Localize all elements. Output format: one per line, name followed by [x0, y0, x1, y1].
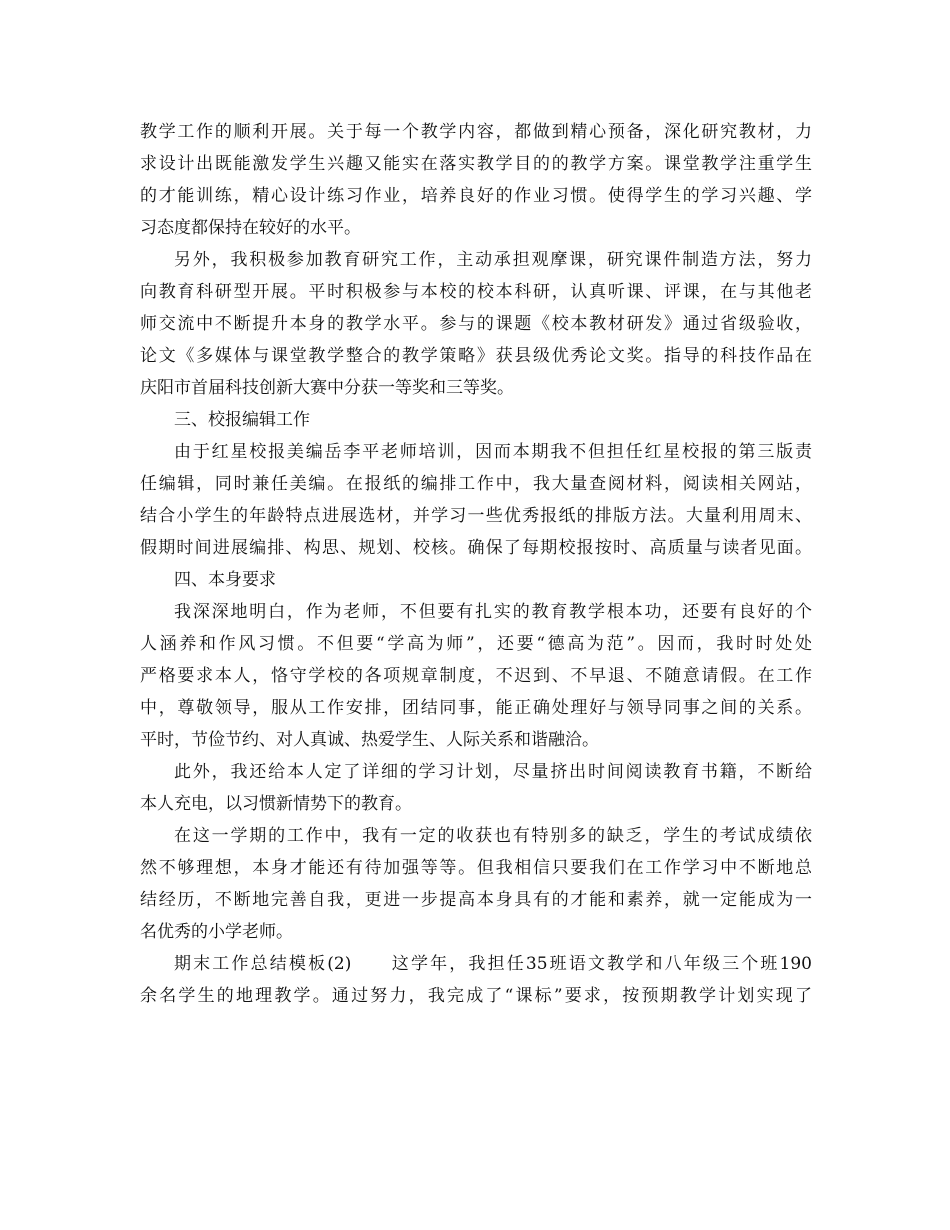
text-line: 由于红星校报美编岳李平老师培训，因而本期我不但担任红星校报的第三版责	[174, 442, 812, 462]
text-line: 论文《多媒体与课堂教学整合的教学策略》获县级优秀论文奖。指导的科技作品在	[140, 346, 812, 366]
text-line: 然不够理想，本身才能还有待加强等等。但我相信只要我们在工作学习中不断地总	[140, 858, 812, 878]
text-line: 平时，节俭节约、对人真诚、热爱学生、人际关系和谐融洽。	[140, 730, 599, 750]
text-line: 结经历，不断地完善自我，更进一步提高本身具有的才能和素养，就一定能成为一	[140, 890, 812, 910]
text-line: 人涵养和作风习惯。不但要“学高为师”，还要“德高为范”。因而，我时时处处	[140, 634, 812, 654]
text-line: 在这一学期的工作中，我有一定的收获也有特别多的缺乏，学生的考试成绩依	[174, 826, 812, 846]
text-line: 中，尊敬领导，服从工作安排，团结同事，能正确处理好与领导同事之间的关系。	[140, 698, 812, 718]
text-line: 教学工作的顺利开展。关于每一个教学内容，都做到精心预备，深化研究教材，力	[140, 122, 812, 142]
text-line: 师交流中不断提升本身的教学水平。参与的课题《校本教材研发》通过省级验收，	[140, 314, 812, 334]
text-line: 结合小学生的年龄特点进展选材，并学习一些优秀报纸的排版方法。大量利用周末、	[140, 506, 812, 526]
text-line: 我深深地明白，作为老师，不但要有扎实的教育教学根本功，还要有良好的个	[174, 602, 812, 622]
text-line: 四、本身要求	[174, 570, 276, 590]
text-line: 的才能训练，精心设计练习作业，培养良好的作业习惯。使得学生的学习兴趣、学	[140, 186, 812, 206]
text-line: 求设计出既能激发学生兴趣又能实在落实教学目的的教学方案。课堂教学注重学生	[140, 154, 812, 174]
text-line: 习态度都保持在较好的水平。	[140, 218, 361, 238]
text-line: 假期时间进展编排、构思、规划、校核。确保了每期校报按时、高质量与读者见面。	[140, 538, 812, 558]
text-line: 向教育科研型开展。平时积极参与本校的校本科研，认真听课、评课，在与其他老	[140, 282, 812, 302]
text-line: 另外，我积极参加教育研究工作，主动承担观摩课，研究课件制造方法，努力	[174, 250, 812, 270]
text-line: 此外，我还给本人定了详细的学习计划，尽量挤出时间阅读教育书籍，不断给	[174, 762, 812, 782]
text-line: 庆阳市首届科技创新大赛中分获一等奖和三等奖。	[140, 378, 514, 398]
text-line: 期末工作总结模板(2) 这学年，我担任35班语文教学和八年级三个班190	[174, 954, 812, 974]
text-line: 余名学生的地理教学。通过努力，我完成了“课标”要求，按预期教学计划实现了	[140, 986, 812, 1006]
text-line: 名优秀的小学老师。	[140, 922, 293, 942]
document-body	[140, 116, 812, 1012]
text-line: 任编辑，同时兼任美编。在报纸的编排工作中，我大量查阅材料，阅读相关网站，	[140, 474, 812, 494]
text-line: 本人充电，以习惯新情势下的教育。	[140, 794, 412, 814]
text-line: 严格要求本人，恪守学校的各项规章制度，不迟到、不早退、不随意请假。在工作	[140, 666, 812, 686]
text-line: 三、校报编辑工作	[174, 410, 310, 430]
